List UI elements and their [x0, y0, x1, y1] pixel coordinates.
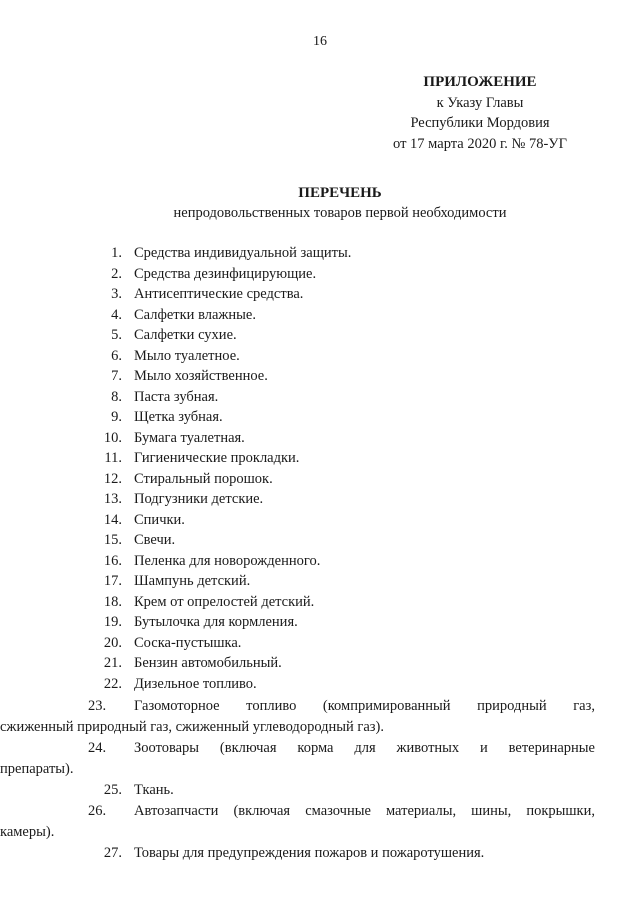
item-text: Стиральный порошок. [134, 470, 273, 487]
list-item [88, 530, 598, 551]
list-item [88, 469, 598, 490]
item-26-continuation: камеры). [0, 824, 55, 840]
item-23-first-line [88, 696, 595, 717]
list-item [88, 346, 598, 367]
list-item [88, 325, 598, 346]
list-item [88, 571, 598, 592]
item-number: 1. [111, 245, 122, 261]
item-number: 4. [111, 306, 122, 323]
list-item-25 [88, 780, 598, 801]
annex-block [380, 72, 580, 154]
item-number: 7. [111, 368, 122, 384]
list-item [88, 243, 598, 264]
item-number: 17. [103, 573, 122, 589]
item-26-first-line [88, 801, 595, 822]
item-text-word: (компримированный [322, 698, 451, 714]
item-text-word: Зоотовары [134, 740, 200, 756]
item-text: Подгузники детские. [134, 491, 264, 507]
page-number: 16 [313, 34, 327, 49]
item-24-first-line [88, 738, 595, 759]
item-number: 3. [111, 286, 122, 302]
item-text-word: (включая [219, 740, 277, 756]
list-item [88, 387, 598, 408]
annex-title: ПРИЛОЖЕНИЕ [423, 74, 537, 90]
item-text-word: (включая [233, 803, 291, 819]
item-text: Дизельное топливо. [134, 675, 257, 692]
item-text: Мыло хозяйственное. [134, 368, 268, 384]
document-heading [0, 183, 640, 223]
item-number: 27. [103, 845, 122, 861]
item-number: 11. [104, 450, 122, 466]
annex-line-1: к Указу Главы [436, 94, 524, 111]
item-text: Паста зубная. [134, 388, 219, 405]
item-text-word: ветеринарные [508, 740, 595, 756]
item-number: 19. [103, 614, 122, 630]
item-text: Средства индивидуальной защиты. [134, 245, 352, 261]
item-text-word: смазочные [305, 803, 371, 819]
item-number: 18. [103, 593, 122, 610]
annex-line-3: от 17 марта 2020 г. № 78-УГ [393, 135, 567, 152]
item-text-word: Автозапчасти [134, 803, 219, 819]
list-item [88, 366, 598, 387]
item-text-word: животных [396, 740, 460, 756]
list-item-27 [88, 843, 598, 864]
item-number: 26. [88, 803, 107, 819]
list-item [88, 489, 598, 510]
item-text: Бензин автомобильный. [134, 655, 282, 671]
list-item [88, 551, 598, 572]
item-text: Салфетки влажные. [134, 306, 256, 323]
item-text-word: топливо [246, 698, 297, 714]
item-text-word: природный [477, 698, 547, 714]
item-24-continuation: препараты). [0, 761, 74, 777]
item-number: 25. [103, 782, 122, 798]
item-number: 13. [103, 491, 122, 507]
item-text: Крем от опрелостей детский. [134, 593, 315, 610]
item-number: 22. [103, 675, 122, 692]
item-number: 12. [103, 470, 122, 487]
list-item [88, 592, 598, 613]
list-item [88, 305, 598, 326]
item-number: 14. [103, 511, 122, 528]
item-number: 20. [103, 634, 122, 651]
item-number: 23. [88, 698, 107, 714]
item-23-continuation: сжиженный природный газ, сжиженный углеводородный газ). [0, 719, 384, 735]
document-subtitle: непродовольственных товаров первой необходимости [173, 205, 507, 221]
item-text: Шампунь детский. [134, 573, 251, 589]
item-text: Средства дезинфицирующие. [134, 265, 317, 282]
item-text: Мыло туалетное. [134, 347, 240, 364]
item-text: Антисептические средства. [134, 286, 304, 302]
item-text: Салфетки сухие. [134, 327, 237, 343]
item-text: Гигиенические прокладки. [134, 450, 300, 466]
item-number: 2. [111, 265, 122, 282]
list-item [88, 612, 598, 633]
item-text: Соска-пустышка. [134, 634, 242, 651]
item-number: 8. [111, 388, 122, 405]
list-item [88, 674, 598, 695]
list-item [88, 284, 598, 305]
item-text-word: материалы, [385, 803, 457, 819]
goods-list [88, 243, 598, 694]
item-text-word: Газомоторное [134, 698, 220, 714]
item-number: 5. [111, 327, 122, 343]
list-item-26 [0, 801, 595, 843]
item-text: Бутылочка для кормления. [134, 614, 298, 630]
annex-line-2: Республики Мордовия [410, 115, 550, 131]
item-number: 16. [103, 552, 122, 569]
item-number: 21. [103, 655, 122, 671]
item-text-word: газ, [573, 698, 595, 714]
item-text: Товары для предупреждения пожаров и пожаротушения. [134, 845, 485, 861]
item-text: Свечи. [134, 532, 176, 548]
item-text-word: и [480, 740, 488, 756]
item-number: 10. [103, 429, 122, 446]
item-text-word: покрышки, [526, 803, 595, 819]
item-text: Щетка зубная. [134, 409, 223, 425]
item-number: 24. [88, 740, 107, 756]
item-text: Ткань. [134, 782, 174, 798]
item-number: 9. [111, 409, 122, 425]
list-item [88, 428, 598, 449]
item-text: Спички. [134, 511, 185, 528]
item-text-word: шины, [471, 803, 512, 819]
item-number: 6. [111, 347, 122, 364]
list-item-24 [0, 738, 595, 780]
list-item [88, 264, 598, 285]
list-item-23 [0, 696, 595, 738]
item-number: 15. [103, 532, 122, 548]
list-item [88, 633, 598, 654]
item-text-word: корма [297, 740, 334, 756]
item-text: Бумага туалетная. [134, 429, 245, 446]
list-item [88, 510, 598, 531]
item-text: Пеленка для новорожденного. [134, 552, 321, 569]
list-item [88, 653, 598, 674]
list-item [88, 448, 598, 469]
item-text-word: для [354, 740, 376, 756]
document-title: ПЕРЕЧЕНЬ [298, 185, 382, 201]
list-item [88, 407, 598, 428]
